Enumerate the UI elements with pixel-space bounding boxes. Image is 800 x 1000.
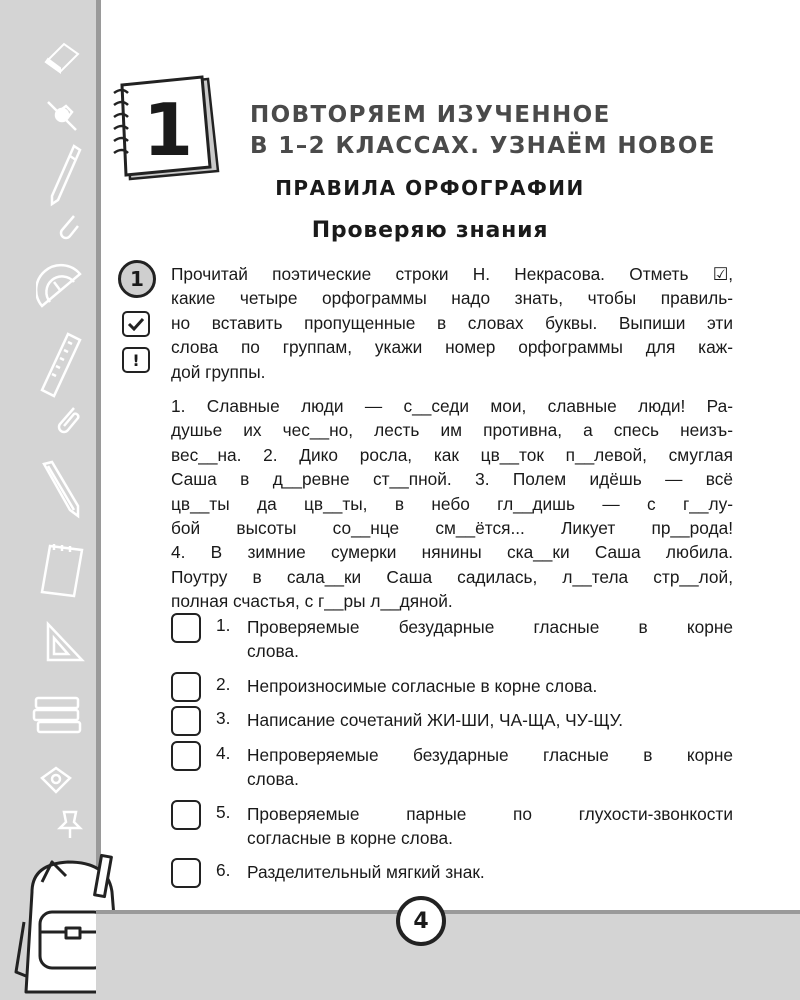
option-item (171, 741, 733, 791)
option-text (247, 860, 733, 884)
option-line: Проверяемые безударные гласные в корне (247, 617, 733, 637)
section-title: ПРАВИЛА ОРФОГРАФИИ (275, 176, 585, 200)
poem-line: 4. В зимние сумерки нянины ска__ки Саша любила. (171, 542, 733, 563)
instruction-line: Прочитай поэтические строки Н. Некрасова. Отметь ☑, (171, 264, 733, 284)
option-item (171, 613, 733, 663)
poem-line: полная счастья, с г__ры л__дяной. (171, 591, 453, 612)
pen-icon (44, 142, 84, 210)
instruction-line: дой группы. (171, 361, 266, 382)
option-number: 6. (216, 860, 231, 880)
option-number: 3. (216, 708, 231, 728)
option-text (247, 708, 733, 732)
option-checkbox[interactable] (171, 858, 201, 888)
option-checkbox[interactable] (171, 706, 201, 736)
exclamation-icon: ! (122, 347, 150, 373)
ruler-icon (38, 330, 84, 400)
option-line: Написание сочетаний ЖИ-ШИ, ЧА-ЩА, ЧУ-ЩУ. (247, 710, 624, 730)
poem-line: цв__ты да цв__ты, в небо гл__дишь — с г__лу- (171, 493, 733, 514)
chapter-badge (112, 75, 224, 183)
footer-bar (96, 910, 800, 1000)
checkmark-icon (122, 311, 150, 337)
option-number: 4. (216, 743, 231, 763)
poem-line: бой высоты со__нце см__ётся... Ликует пр__рода! (171, 518, 733, 539)
pencil-icon (38, 460, 84, 520)
poem-line: вес__на. 2. Дико росла, как цв__ток п__левой, смуглая (171, 444, 733, 465)
option-line: Непроверяемые безударные гласные в корне (247, 745, 733, 765)
option-item (171, 800, 733, 850)
chapter-title (250, 100, 770, 162)
page-number: 4 (396, 896, 446, 946)
protractor-icon (36, 262, 88, 314)
option-line: согласные в корне слова. (247, 828, 453, 848)
instruction-line: какие четыре орфограммы надо знать, чтобы правиль- (171, 288, 733, 309)
instruction-line: слова по группам, укажи номер орфограммы для каж- (171, 337, 733, 358)
option-text (247, 743, 733, 791)
eraser-icon (42, 40, 82, 74)
option-text (247, 615, 733, 663)
poem-line: 1. Славные люди — с__седи мои, славные люди! Ра- (171, 396, 733, 416)
sidebar-divider (96, 0, 101, 1000)
option-line: слова. (247, 769, 299, 789)
footer-divider (96, 910, 800, 914)
option-checkbox[interactable] (171, 672, 201, 702)
paperclip-icon (54, 210, 82, 246)
option-line: слова. (247, 641, 299, 661)
poem-line: Поутру в сала__ки Саша садилась, л__тела стр__лой, (171, 566, 733, 587)
push-pin-icon (56, 808, 84, 842)
task-number: 1 (118, 260, 156, 298)
pushpin-icon (42, 98, 80, 134)
option-number: 2. (216, 674, 231, 694)
paperclip-icon (50, 402, 84, 438)
option-line: Проверяемые парные по глухости-звонкости (247, 804, 733, 824)
option-checkbox[interactable] (171, 741, 201, 771)
option-checkbox[interactable] (171, 800, 201, 830)
option-checkbox[interactable] (171, 613, 201, 643)
poem-text (171, 394, 733, 614)
chapter-number: 1 (142, 88, 194, 172)
notepad-icon (38, 540, 86, 600)
option-line: Непроизносимые согласные в корне слова. (247, 676, 598, 696)
task-instruction (171, 262, 733, 384)
book-stack-icon (30, 690, 86, 740)
option-number: 5. (216, 802, 231, 822)
instruction-line: но вставить пропущенные в словах буквы. Выпиши эти (171, 312, 733, 333)
pencil-sharpener-icon (36, 764, 76, 798)
option-item (171, 858, 733, 908)
sidebar-decoration (0, 0, 96, 1000)
option-line: Разделительный мягкий знак. (247, 862, 485, 882)
section-subtitle: Проверяю знания (311, 218, 549, 243)
option-text (247, 674, 733, 698)
option-text (247, 802, 733, 850)
chapter-title-line: В 1–2 КЛАССАХ. УЗНАЁМ НОВОЕ (250, 133, 716, 159)
poem-line: душье их чес__но, лесть им противна, а спесь неизъ- (171, 420, 733, 441)
poem-line: Саша в д__ревне ст__пной. 3. Полем идёшь — всё (171, 469, 733, 490)
option-number: 1. (216, 615, 231, 635)
chapter-title-line: ПОВТОРЯЕМ ИЗУЧЕННОЕ (250, 102, 611, 128)
set-square-icon (42, 620, 86, 664)
